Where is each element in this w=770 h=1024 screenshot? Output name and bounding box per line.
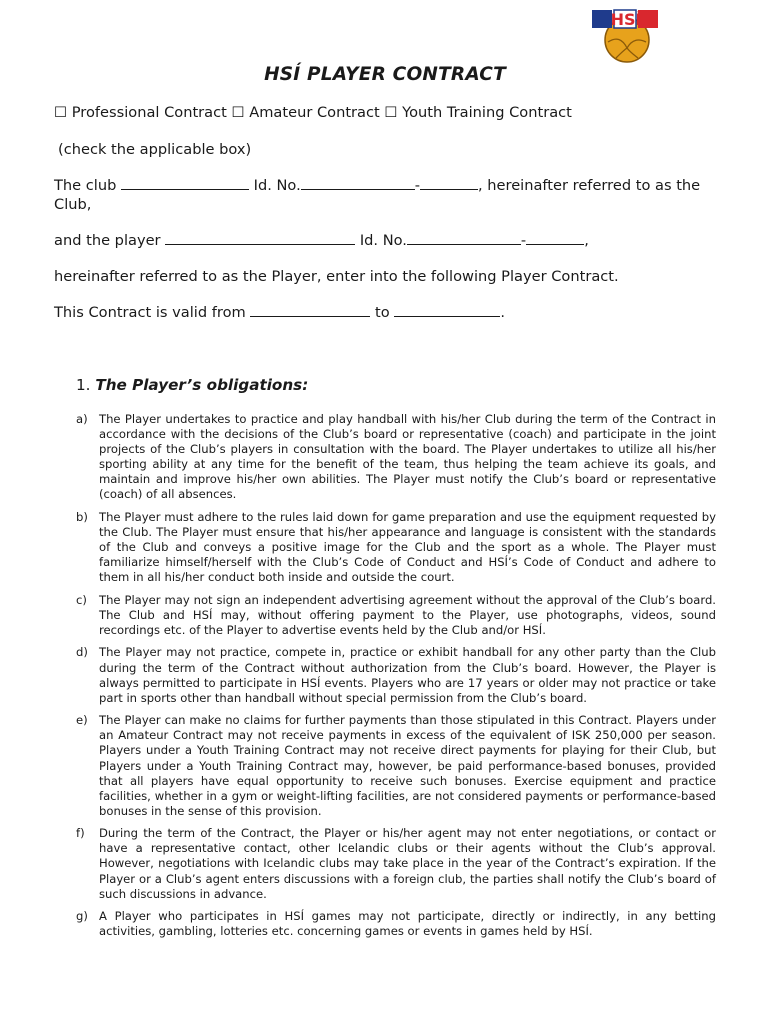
- hsi-logo: [590, 8, 662, 64]
- list-item: [76, 826, 716, 901]
- player-id-field-1[interactable]: [407, 232, 521, 245]
- section-number: 1.: [76, 376, 91, 394]
- youth-checkbox[interactable]: ☐: [384, 104, 398, 121]
- valid-end: .: [500, 304, 505, 321]
- item-text: During the term of the Contract, the Player or his/her agent may not enter negotiations, or contact or have a representative contact, other Icelandic clubs or their agents without the Club’s approval. However, negotiations with Icelandic clubs may take place in the year of the Contract’s expiration. If the Player or a Club’s agent enters discussions with a foreign club, the parties shall notify the Club’s board of such discussions in advance.: [99, 826, 716, 901]
- valid-to-field[interactable]: [394, 304, 500, 317]
- player-id-field-2[interactable]: [526, 232, 584, 245]
- section-title: The Player’s obligations:: [95, 376, 309, 394]
- list-item: [76, 593, 716, 638]
- player-line: [54, 232, 589, 249]
- player-name-field[interactable]: [165, 232, 355, 245]
- check-note: (check the applicable box): [58, 141, 252, 158]
- player-suffix: ,: [584, 232, 589, 249]
- item-label: g): [76, 909, 88, 924]
- item-label: a): [76, 412, 88, 426]
- item-text: The Player must adhere to the rules laid down for game preparation and use the equipment requested by the Club. The Player must ensure that his/her appearance and language is consistent with the standards of the Club and conveys a positive image for the Club and the sport as a whole. The Player must familiarize himself/herself with the Club’s Code of Conduct and HSÍ’s Code of Conduct and adhere to them in all his/her conduct both inside and outside the court.: [99, 509, 716, 585]
- club-id-label: Id. No.: [253, 177, 301, 194]
- list-item: [76, 909, 716, 939]
- list-item: [76, 713, 716, 819]
- club-prefix: The club: [54, 177, 117, 194]
- club-continuation: Club,: [54, 196, 92, 213]
- item-label: c): [76, 592, 87, 607]
- item-text: The Player may not practice, compete in, practice or exhibit handball for any other party than the Club during the term of the Contract without authorization from the Club’s board. However, the Player is always permitted to participate in HSÍ events. Players who are 17 years or older may not practice or take part in sports other than handball without special permission from the Club’s board.: [99, 645, 716, 705]
- club-suffix: , hereinafter referred to as the: [478, 177, 701, 194]
- item-label: d): [76, 645, 88, 660]
- list-item: [76, 645, 716, 705]
- youth-label: Youth Training Contract: [402, 104, 572, 121]
- item-text: A Player who participates in HSÍ games may not participate, directly or indirectly, in any betting activities, gambling, lotteries etc. concerning games or events in games held by HSÍ.: [99, 909, 716, 939]
- valid-from-field[interactable]: [250, 304, 370, 317]
- handball-federation-logo-icon: [590, 8, 662, 64]
- item-text: The Player may not sign an independent advertising agreement without the approval of the Club’s board. The Club and HSÍ may, without offering payment to the Player, use photographs, videos, sound recordings etc. of the Player to advertise events held by the Club and/or HSÍ.: [99, 592, 716, 637]
- logo-text: HSÍ: [610, 10, 642, 29]
- club-id-field-1[interactable]: [301, 177, 415, 190]
- item-label: f): [76, 826, 85, 841]
- club-id-dash: -: [414, 177, 421, 194]
- professional-label: Professional Contract: [71, 104, 227, 121]
- player-id-label: Id. No.: [359, 232, 407, 249]
- item-label: b): [76, 509, 88, 524]
- list-item: [76, 510, 716, 585]
- valid-line: [54, 304, 505, 321]
- obligations-list: [76, 412, 716, 947]
- club-name-field[interactable]: [121, 177, 249, 190]
- club-line: [54, 177, 700, 194]
- player-prefix: and the player: [54, 232, 161, 249]
- professional-checkbox[interactable]: ☐: [54, 104, 68, 121]
- amateur-checkbox[interactable]: ☐: [231, 104, 245, 121]
- page-title: HSÍ PLAYER CONTRACT: [264, 64, 506, 85]
- section-heading: [76, 376, 308, 394]
- player-id-dash: -: [520, 232, 527, 249]
- item-text: The Player undertakes to practice and play handball with his/her Club during the term of the Contract in accordance with the decisions of the Club’s board or representative (coach) and participate in the joint projects of the Club’s players in consultation with the board. The Player undertakes to utilize all his/her sporting ability at any time for the benefit of the team, thus helping the team achieve its goals, and maintain and improve his/her own abilities. The Player must notify the Club’s board or representative (coach) of all absences.: [99, 412, 716, 502]
- valid-prefix: This Contract is valid from: [54, 304, 246, 321]
- contract-type-row: [54, 104, 572, 121]
- enter-line: hereinafter referred to as the Player, enter into the following Player Contract.: [54, 268, 619, 285]
- list-item: [76, 412, 716, 503]
- valid-to-label: to: [375, 304, 390, 321]
- club-id-field-2[interactable]: [420, 177, 478, 190]
- item-label: e): [76, 713, 88, 728]
- item-text: The Player can make no claims for further payments than those stipulated in this Contract. Players under an Amateur Contract may not receive payments in excess of the equivalent of ISK 250,000 per season. Players under a Youth Training Contract may not receive direct payments for playing for their Club, but Players under a Youth Training Contract may, however, be paid performance-based bonuses, provided that all players have equal opportunity to receive such bonuses. Exercise equipment and practice facilities, whether in a gym or weight-lifting facilities, are not considered payments or performance-based bonuses in the sense of this provision.: [99, 713, 716, 818]
- amateur-label: Amateur Contract: [249, 104, 380, 121]
